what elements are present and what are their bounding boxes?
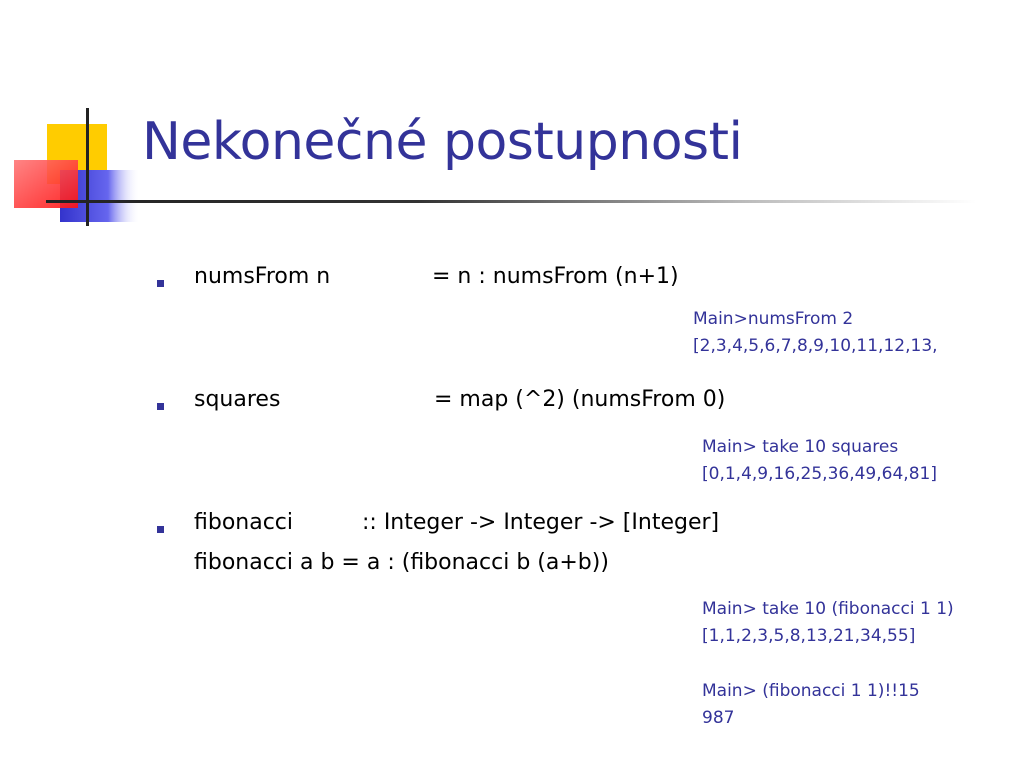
bullet-marker: [157, 526, 164, 533]
code-line-fibonacci-definition: fibonacci a b = a : (fibonacci b (a+b)): [194, 550, 609, 575]
code-lhs: fibonacci: [194, 510, 294, 535]
output-block: [702, 596, 954, 650]
output-block: [693, 306, 938, 360]
code-lhs: squares: [194, 387, 281, 412]
output-prompt: Main>numsFrom 2: [693, 309, 854, 329]
output-prompt: Main> (fibonacci 1 1)!!15: [702, 681, 920, 701]
output-prompt: Main> take 10 (fibonacci 1 1): [702, 599, 954, 619]
code-rhs: = n : numsFrom (n+1): [432, 264, 679, 289]
output-result: [1,1,2,3,5,8,13,21,34,55]: [702, 626, 916, 646]
bullet-marker: [157, 403, 164, 410]
code-rhs: :: Integer -> Integer -> [Integer]: [362, 510, 720, 535]
slide-logo-decoration: [0, 0, 160, 240]
title-divider: [46, 200, 976, 203]
code-rhs: = map (^2) (numsFrom 0): [434, 387, 726, 412]
code-lhs: numsFrom n: [194, 264, 331, 289]
code-line-fibonacci-signature: [194, 510, 720, 535]
output-block: [702, 678, 920, 732]
output-result: [2,3,4,5,6,7,8,9,10,11,12,13,: [693, 336, 938, 356]
bullet-marker: [157, 280, 164, 287]
code-line-squares: [194, 387, 726, 412]
page-title: Nekonečné postupnosti: [142, 112, 743, 172]
output-block: [702, 434, 937, 488]
output-result: 987: [702, 708, 735, 728]
output-result: [0,1,4,9,16,25,36,49,64,81]: [702, 464, 937, 484]
output-prompt: Main> take 10 squares: [702, 437, 899, 457]
code-line-numsfrom: [194, 264, 679, 289]
